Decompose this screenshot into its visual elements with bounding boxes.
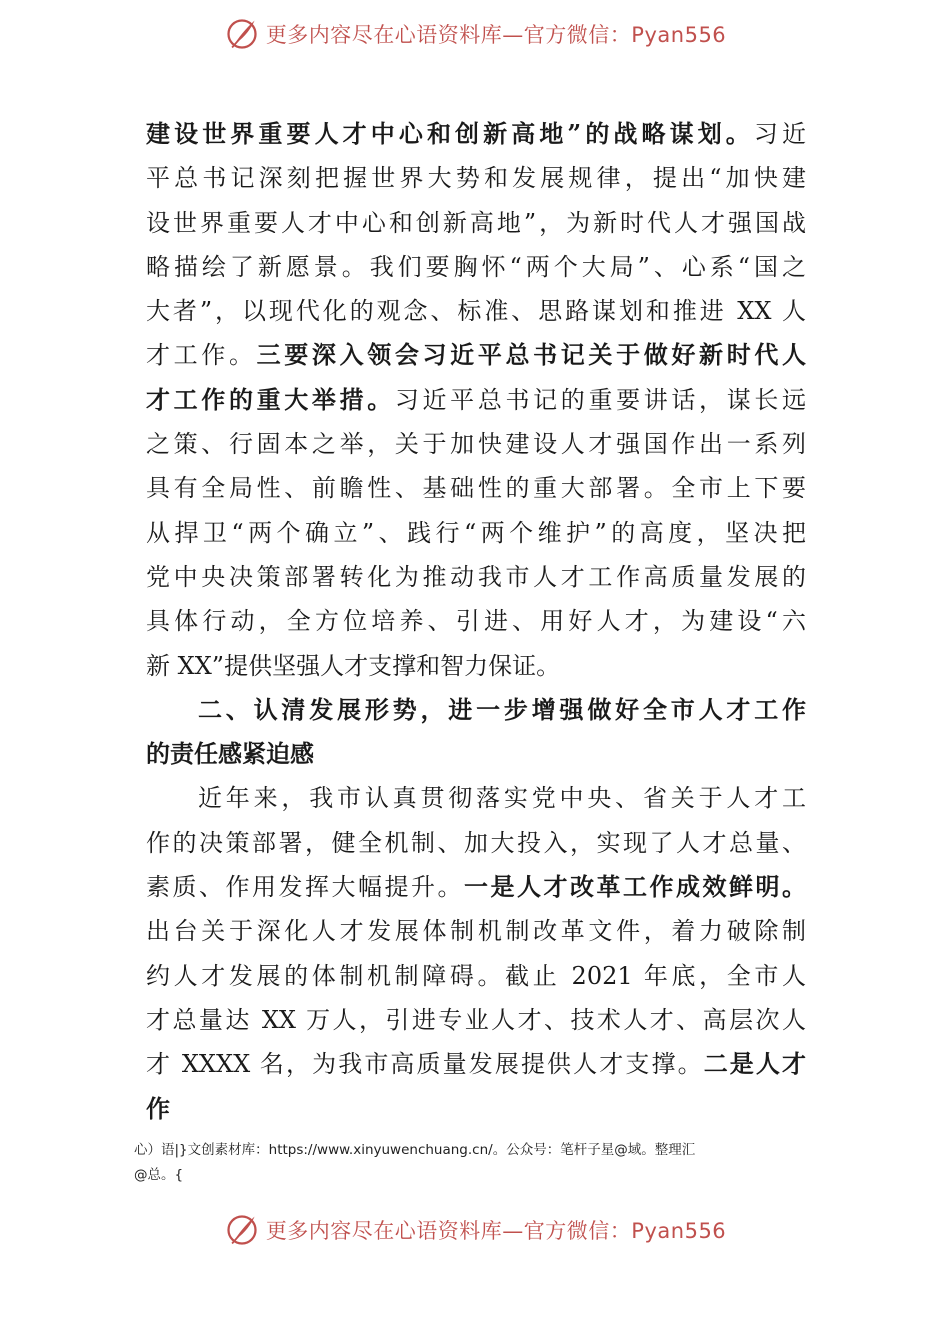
section-heading: 的责任感紧迫感: [146, 740, 314, 769]
quill-logo-icon: [224, 16, 260, 52]
footer-banner-text: 更多内容尽在心语资料库—官方微信：Pyan556: [265, 1219, 727, 1243]
text-line: [146, 245, 806, 289]
text-segment: 新 XX”提供坚强人才支撑和智力保证。: [146, 651, 561, 680]
text-line: [146, 776, 806, 820]
text-segment: 才 XXXX 名，为我市高质量发展提供人才支撑。: [146, 1050, 704, 1079]
bold-segment: 作: [146, 1093, 170, 1123]
text-line: [146, 644, 806, 688]
text-line: [146, 1042, 806, 1086]
text-line: [146, 954, 806, 998]
document-body: [146, 112, 806, 1131]
text-segment: 作的决策部署，健全机制、加大投入，实现了人才总量、: [146, 828, 806, 857]
header-banner: [0, 12, 950, 56]
text-line: [146, 909, 806, 953]
text-line: [146, 821, 806, 865]
text-line: [146, 555, 806, 599]
text-line: [146, 998, 806, 1042]
text-line: [146, 1087, 806, 1131]
text-segment: 才总量达 XX 万人，引进专业人才、技术人才、高层次人: [146, 1005, 806, 1034]
text-segment: 略描绘了新愿景。我们要胸怀“两个大局”、心系“国之: [146, 252, 806, 281]
footnote-line-1: 心）语|}文创素材库：https://www.xinyuwenchuang.cn/。公众号：笔杆子星@域。整理汇: [134, 1142, 696, 1158]
text-line: [146, 865, 806, 909]
text-segment: 从捍卫“两个确立”、践行“两个维护”的高度，坚决把: [146, 518, 806, 547]
text-line: [146, 333, 806, 377]
text-segment: 设世界重要人才中心和创新高地”，为新时代人才强国战: [146, 208, 806, 237]
header-banner-text: 更多内容尽在心语资料库—官方微信：Pyan556: [265, 23, 727, 47]
text-segment: 素质、作用发挥大幅提升。: [146, 873, 464, 902]
text-line: [146, 466, 806, 510]
bold-segment: 二是人才: [703, 1049, 806, 1079]
text-segment: 出台关于深化人才发展体制机制改革文件，着力破除制: [146, 917, 806, 946]
bold-segment: 才工作的重大举措。: [146, 384, 395, 414]
text-segment: 之策、行固本之举，关于加快建设人才强国作出一系列: [146, 430, 806, 459]
text-segment: 平总书记深刻把握世界大势和发展规律，提出“加快建: [146, 164, 806, 193]
bold-segment: 一是人才改革工作成效鲜明。: [464, 872, 806, 902]
text-line: [146, 156, 806, 200]
bold-segment: 三要深入领会习近平总书记关于做好新时代人: [256, 340, 806, 370]
section-heading: 二、认清发展形势，进一步增强做好全市人才工作: [198, 695, 806, 724]
text-line: [146, 112, 806, 156]
text-line: [146, 511, 806, 555]
text-line: [146, 378, 806, 422]
footnote-line-2: @总。{: [134, 1167, 184, 1183]
text-line: [146, 599, 806, 643]
text-line: [146, 201, 806, 245]
text-segment: 约人才发展的体制机制障碍。截止 2021 年底，全市人: [146, 961, 806, 990]
footnote: [134, 1138, 834, 1188]
text-segment: 大者”，以现代化的观念、标准、思路谋划和推进 XX 人: [146, 297, 806, 326]
text-segment: 习近: [753, 120, 806, 148]
footer-banner: [0, 1208, 950, 1252]
text-segment: 具体行动，全方位培养、引进、用好人才，为建设“六: [146, 607, 806, 636]
text-segment: 具有全局性、前瞻性、基础性的重大部署。全市上下要: [146, 474, 806, 503]
text-segment: 党中央决策部署转化为推动我市人才工作高质量发展的: [146, 562, 806, 591]
text-line: [146, 422, 806, 466]
text-line: [146, 289, 806, 333]
text-segment: 近年来，我市认真贯彻落实党中央、省关于人才工: [198, 784, 806, 813]
text-segment: 才工作。: [146, 341, 257, 370]
bold-segment: 建设世界重要人才中心和创新高地”的战略谋划。: [146, 119, 754, 148]
text-segment: 习近平总书记的重要讲话，谋长远: [394, 385, 806, 414]
quill-logo-icon: [224, 1212, 260, 1248]
